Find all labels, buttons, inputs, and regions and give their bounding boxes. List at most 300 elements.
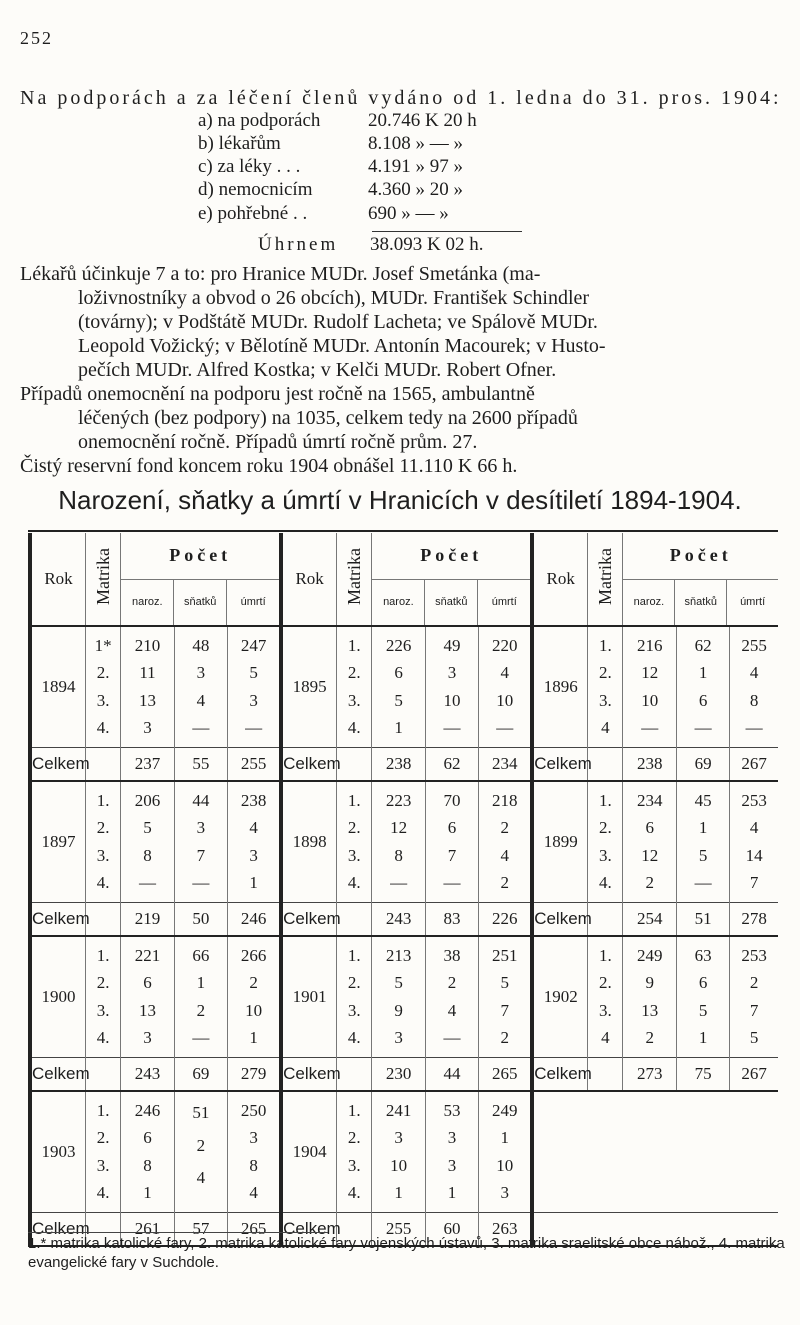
umrti-value: 266 xyxy=(240,945,267,965)
expense-e xyxy=(198,202,449,225)
matriky-value: 1. xyxy=(96,945,110,965)
matriky-cell xyxy=(337,626,372,748)
matriky-cell xyxy=(588,626,623,748)
umrti-cell xyxy=(479,936,532,1058)
matriky-value: 1. xyxy=(347,1100,361,1120)
naroz-value: 8 xyxy=(394,845,403,865)
celkem-label: Celkem xyxy=(532,903,588,937)
expense-label: a) na podporách xyxy=(198,110,321,131)
celkem-value: 83 xyxy=(425,903,478,937)
matriky-value: 2. xyxy=(598,818,612,838)
para-line: Případů onemocnění na podporu jest ročně na 1565, ambulantně xyxy=(20,383,535,405)
matriky-value: 3. xyxy=(96,1000,110,1020)
year-cell: 1900 xyxy=(30,936,86,1058)
naroz-value: 5 xyxy=(394,973,403,993)
umrti-value: 1 xyxy=(249,1028,258,1048)
table-header-row xyxy=(30,533,778,626)
naroz-value: 206 xyxy=(134,790,161,810)
snatku-value: 4 xyxy=(196,690,206,710)
snatku-value: — xyxy=(192,873,210,893)
naroz-value: 3 xyxy=(143,718,152,738)
snatku-value: — xyxy=(694,873,712,893)
matriky-cell xyxy=(337,1091,372,1213)
rok-label: Rok xyxy=(44,569,73,588)
matriky-value: 1. xyxy=(96,790,110,810)
matriky-value: 2. xyxy=(347,973,361,993)
year-block-row xyxy=(30,626,778,748)
matriky-cell xyxy=(86,626,121,748)
snatku-value: 1 xyxy=(698,663,708,683)
naroz-value: — xyxy=(139,873,156,893)
celkem-value: 243 xyxy=(121,1058,174,1092)
para-line: pečích MUDr. Alfred Kostka; v Kelči MUDr. Robert Ofner. xyxy=(78,359,557,381)
para-line: loživnostníky a obvod o 26 obcích), MUDr. František Schindler xyxy=(78,287,590,309)
umrti-value: 1 xyxy=(249,873,258,893)
umrti-value: 10 xyxy=(496,690,514,710)
naroz-value: 3 xyxy=(394,1128,403,1148)
celkem-value: 278 xyxy=(730,903,778,937)
matriky-value: 2. xyxy=(96,818,110,838)
snatku-value: — xyxy=(192,1028,210,1048)
expense-value: 4.191 » 97 » xyxy=(368,156,463,177)
col-matrika-header xyxy=(588,533,623,626)
subheader-snatku: sňatků xyxy=(424,580,477,626)
umrti-value: 8 xyxy=(749,690,759,710)
snatku-value: 6 xyxy=(698,973,708,993)
naroz-value: 2 xyxy=(645,1028,654,1048)
para-line: Leopold Vožický; v Bělotíně MUDr. Antonín Macourek; v Husto- xyxy=(78,335,606,357)
celkem-value: 230 xyxy=(372,1058,425,1092)
snatku-value: 6 xyxy=(698,690,708,710)
umrti-value: 3 xyxy=(249,1128,258,1148)
celkem-spacer xyxy=(86,748,121,782)
celkem-spacer xyxy=(588,748,623,782)
snatku-cell xyxy=(425,781,478,903)
snatku-value: — xyxy=(443,873,461,893)
matriky-cell xyxy=(86,1091,121,1213)
expense-value: 8.108 » — » xyxy=(368,133,463,154)
celkem-label: Celkem xyxy=(281,748,337,782)
naroz-value: 6 xyxy=(394,663,403,683)
umrti-value: — xyxy=(496,718,514,738)
snatku-value: 2 xyxy=(447,973,457,993)
umrti-value: 253 xyxy=(741,790,767,810)
snatku-value: 4 xyxy=(447,1000,457,1020)
celkem-spacer xyxy=(86,1058,121,1092)
celkem-spacer xyxy=(337,748,372,782)
para-line: (továrny); v Podštátě MUDr. Rudolf Lacheta; ve Spálově MUDr. xyxy=(78,311,598,333)
para-line: léčených (bez podpory) na 1035, celkem tedy na 2600 případů xyxy=(78,407,578,429)
umrti-value: 10 xyxy=(496,1155,514,1175)
matriky-value: 4. xyxy=(347,1183,361,1203)
celkem-value: 69 xyxy=(174,1058,227,1092)
snatku-value: 45 xyxy=(694,790,712,810)
umrti-value: 7 xyxy=(749,873,759,893)
matriky-value: 1. xyxy=(347,790,361,810)
naroz-value: 249 xyxy=(636,945,663,965)
celkem-value: 263 xyxy=(479,1213,532,1247)
total-row xyxy=(30,748,778,782)
matriky-value: 2. xyxy=(347,1128,361,1148)
matrika-label: Matrika xyxy=(343,548,364,605)
celkem-value: 226 xyxy=(479,903,532,937)
snatku-value: 1 xyxy=(698,1028,708,1048)
naroz-cell xyxy=(372,936,425,1058)
matrika-label: Matrika xyxy=(594,548,615,605)
matriky-value: 4 xyxy=(601,718,610,738)
matriky-value: 1* xyxy=(94,635,112,655)
naroz-value: 221 xyxy=(134,945,161,965)
snatku-value: 10 xyxy=(443,690,461,710)
matriky-value: 3. xyxy=(347,690,361,710)
year-block-row xyxy=(30,781,778,903)
naroz-value: 8 xyxy=(143,845,152,865)
para-line: onemocnění ročně. Případů úmrtí ročně prům. 27. xyxy=(78,431,478,453)
naroz-cell xyxy=(623,936,676,1058)
col-pocet-header xyxy=(121,533,281,626)
subheader-naroz: naroz. xyxy=(131,596,163,609)
celkem-value: 246 xyxy=(228,903,281,937)
umrti-value: 255 xyxy=(741,635,767,655)
matriky-value: 1. xyxy=(598,945,612,965)
pocet-label: Počet xyxy=(121,533,279,580)
umrti-value: 3 xyxy=(249,845,258,865)
celkem-label: Celkem xyxy=(30,1058,86,1092)
celkem-label: Celkem xyxy=(281,903,337,937)
matriky-value: 4. xyxy=(347,718,361,738)
expense-value: 4.360 » 20 » xyxy=(368,179,463,200)
col-pocet-header xyxy=(623,533,778,626)
celkem-spacer xyxy=(588,1058,623,1092)
snatku-value: 3 xyxy=(447,1155,457,1175)
subheader-umrti: úmrtí xyxy=(477,580,530,626)
naroz-value: 1 xyxy=(394,718,403,738)
umrti-value: 247 xyxy=(240,635,267,655)
subheader-naroz: naroz. xyxy=(383,596,414,609)
naroz-cell xyxy=(372,1091,425,1213)
naroz-value: 11 xyxy=(139,663,156,683)
total-value: 38.093 K 02 h. xyxy=(370,234,484,255)
matriky-value: 4. xyxy=(96,718,110,738)
celkem-value: 255 xyxy=(228,748,281,782)
total-row xyxy=(30,903,778,937)
naroz-cell xyxy=(121,1091,174,1213)
umrti-value: 250 xyxy=(240,1100,267,1120)
snatku-value: 1 xyxy=(447,1183,457,1203)
celkem-value: 51 xyxy=(676,903,729,937)
total-label: Úhrnem xyxy=(258,234,339,255)
expenses-heading: Na podporách a za léčení členů vydáno od 1. ledna do 31. pros. 1904: xyxy=(20,87,782,109)
umrti-value: 251 xyxy=(491,945,518,965)
expense-b xyxy=(198,132,463,155)
umrti-value: 7 xyxy=(749,1000,759,1020)
subheader-naroz: naroz. xyxy=(633,596,665,609)
umrti-value: 5 xyxy=(249,663,258,683)
naroz-value: 6 xyxy=(143,1128,152,1148)
umrti-value: 4 xyxy=(249,818,258,838)
umrti-value: 238 xyxy=(240,790,267,810)
umrti-value: 14 xyxy=(745,845,763,865)
matriky-value: 3. xyxy=(598,1000,612,1020)
subheader-snatku: sňatků xyxy=(173,580,226,626)
celkem-label: Celkem xyxy=(532,748,588,782)
celkem-spacer xyxy=(337,1058,372,1092)
umrti-value: 7 xyxy=(500,1000,509,1020)
umrti-value: 2 xyxy=(249,973,258,993)
matriky-value: 4. xyxy=(96,873,110,893)
umrti-cell xyxy=(479,1091,532,1213)
umrti-cell xyxy=(730,781,778,903)
umrti-value: 5 xyxy=(500,973,509,993)
matriky-cell xyxy=(337,781,372,903)
celkem-label: Celkem xyxy=(532,1058,588,1092)
naroz-value: 13 xyxy=(641,1000,659,1020)
matriky-value: 1. xyxy=(598,635,612,655)
snatku-value: 3 xyxy=(196,818,206,838)
expense-total xyxy=(258,233,483,256)
matriky-value: 1. xyxy=(347,945,361,965)
matriky-value: 4. xyxy=(347,1028,361,1048)
year-cell: 1902 xyxy=(532,936,588,1058)
snatku-value: 7 xyxy=(447,845,457,865)
snatku-value: 51 xyxy=(192,1103,210,1123)
matriky-value: 4. xyxy=(347,873,361,893)
expense-a xyxy=(198,109,477,132)
snatku-cell xyxy=(425,936,478,1058)
umrti-cell xyxy=(479,626,532,748)
vital-statistics-table xyxy=(28,533,778,1247)
celkem-label: Celkem xyxy=(281,1058,337,1092)
umrti-value: 4 xyxy=(749,818,759,838)
year-cell: 1899 xyxy=(532,781,588,903)
snatku-value: — xyxy=(443,1028,461,1048)
snatku-value: 66 xyxy=(192,945,210,965)
umrti-value: 249 xyxy=(491,1100,518,1120)
umrti-cell xyxy=(730,936,778,1058)
matriky-cell xyxy=(588,936,623,1058)
col-pocet-header xyxy=(372,533,532,626)
umrti-cell xyxy=(228,1091,281,1213)
snatku-value: 3 xyxy=(447,1128,457,1148)
celkem-value: 265 xyxy=(228,1213,281,1247)
expense-label: d) nemocnicím xyxy=(198,179,313,200)
matriky-value: 3. xyxy=(96,845,110,865)
matriky-value: 2. xyxy=(347,663,361,683)
snatku-cell xyxy=(676,936,729,1058)
umrti-value: — xyxy=(245,718,263,738)
celkem-value: 273 xyxy=(623,1058,676,1092)
matriky-cell xyxy=(86,781,121,903)
snatku-value: 44 xyxy=(192,790,210,810)
umrti-cell xyxy=(228,936,281,1058)
naroz-cell xyxy=(372,626,425,748)
umrti-cell xyxy=(228,781,281,903)
year-cell: 1898 xyxy=(281,781,337,903)
rok-label: Rok xyxy=(295,569,324,588)
naroz-value: 3 xyxy=(394,1028,403,1048)
matriky-cell xyxy=(86,936,121,1058)
snatku-value: 49 xyxy=(443,635,461,655)
year-block-row xyxy=(30,1091,778,1213)
year-cell: 1903 xyxy=(30,1091,86,1213)
snatku-value: 1 xyxy=(698,818,708,838)
matriky-value: 1. xyxy=(347,635,361,655)
col-matrika-header xyxy=(337,533,372,626)
col-matrika-header xyxy=(86,533,121,626)
naroz-value: 12 xyxy=(390,818,408,838)
celkem-label: Celkem xyxy=(30,1213,86,1247)
naroz-value: 1 xyxy=(143,1183,152,1203)
umrti-value: 253 xyxy=(741,945,767,965)
footnote: 1.* matrika katolické fary, 2. matrika katolické fary vojenských ústavů, 3. matrika sraelitské obce nábož., 4. matrika evangelické fary v Suchdole. xyxy=(28,1235,785,1271)
celkem-value: 243 xyxy=(372,903,425,937)
naroz-value: 10 xyxy=(390,1155,408,1175)
snatku-cell xyxy=(174,936,227,1058)
celkem-value: 238 xyxy=(623,748,676,782)
umrti-value: — xyxy=(745,718,763,738)
umrti-value: 8 xyxy=(249,1155,258,1175)
year-cell: 1894 xyxy=(30,626,86,748)
expense-c xyxy=(198,155,463,178)
matriky-value: 4. xyxy=(96,1183,110,1203)
celkem-value: 267 xyxy=(730,748,778,782)
matriky-value: 4 xyxy=(601,1028,610,1048)
naroz-value: — xyxy=(390,873,408,893)
year-cell: 1895 xyxy=(281,626,337,748)
matriky-value: 3. xyxy=(598,690,612,710)
snatku-value: 6 xyxy=(447,818,457,838)
celkem-spacer xyxy=(588,903,623,937)
umrti-value: 4 xyxy=(500,663,509,683)
umrti-value: 218 xyxy=(491,790,518,810)
snatku-cell xyxy=(174,1091,227,1213)
subheader-umrti: úmrtí xyxy=(726,580,778,626)
celkem-spacer xyxy=(337,903,372,937)
umrti-value: 4 xyxy=(749,663,759,683)
celkem-value: 60 xyxy=(425,1213,478,1247)
matriky-value: 2. xyxy=(598,663,612,683)
col-rok-header xyxy=(532,533,588,626)
naroz-value: 13 xyxy=(139,1000,156,1020)
naroz-value: — xyxy=(641,718,659,738)
naroz-value: 226 xyxy=(385,635,412,655)
umrti-cell xyxy=(730,626,778,748)
empty-block xyxy=(532,1091,778,1213)
naroz-cell xyxy=(372,781,425,903)
naroz-value: 1 xyxy=(394,1183,403,1203)
celkem-value: 279 xyxy=(228,1058,281,1092)
snatku-value: 63 xyxy=(694,945,712,965)
matriky-cell xyxy=(588,781,623,903)
celkem-value: 57 xyxy=(174,1213,227,1247)
expense-d xyxy=(198,178,463,201)
naroz-value: 241 xyxy=(385,1100,412,1120)
table-title: Narození, sňatky a úmrtí v Hranicích v desítiletí 1894-1904. xyxy=(58,485,742,515)
celkem-value: 234 xyxy=(479,748,532,782)
naroz-value: 5 xyxy=(394,690,403,710)
snatku-value: 2 xyxy=(196,1000,206,1020)
expense-label: e) pohřebné . . xyxy=(198,203,308,224)
naroz-value: 210 xyxy=(134,635,161,655)
snatku-cell xyxy=(425,1091,478,1213)
matriky-value: 3. xyxy=(96,1155,110,1175)
naroz-value: 246 xyxy=(134,1100,161,1120)
naroz-value: 8 xyxy=(143,1155,152,1175)
pocet-label: Počet xyxy=(623,533,778,580)
subheader-umrti: úmrtí xyxy=(226,580,279,626)
matriky-value: 2. xyxy=(96,663,110,683)
celkem-value: 55 xyxy=(174,748,227,782)
matriky-value: 3. xyxy=(347,845,361,865)
col-rok-header xyxy=(281,533,337,626)
umrti-value: 3 xyxy=(500,1183,509,1203)
matriky-value: 3. xyxy=(347,1155,361,1175)
snatku-value: 53 xyxy=(443,1100,461,1120)
naroz-cell xyxy=(121,781,174,903)
footnote-rule xyxy=(28,1232,328,1233)
matrika-label: Matrika xyxy=(92,548,113,605)
expense-value: 690 » — » xyxy=(368,203,449,224)
umrti-value: 10 xyxy=(245,1000,263,1020)
total-row xyxy=(30,1058,778,1092)
table-top-rule xyxy=(28,530,778,532)
rok-label: Rok xyxy=(546,569,575,588)
year-cell: 1896 xyxy=(532,626,588,748)
naroz-value: 2 xyxy=(645,873,654,893)
snatku-value: 2 xyxy=(196,1135,206,1155)
snatku-cell xyxy=(174,781,227,903)
celkem-label: Celkem xyxy=(30,748,86,782)
umrti-value: 220 xyxy=(491,635,518,655)
naroz-cell xyxy=(623,781,676,903)
snatku-value: 38 xyxy=(443,945,461,965)
naroz-value: 3 xyxy=(143,1028,152,1048)
year-cell: 1904 xyxy=(281,1091,337,1213)
celkem-value: 255 xyxy=(372,1213,425,1247)
col-rok-header xyxy=(30,533,86,626)
snatku-value: 70 xyxy=(443,790,461,810)
umrti-value: 2 xyxy=(500,818,509,838)
umrti-value: 4 xyxy=(500,845,509,865)
umrti-value: 3 xyxy=(249,690,258,710)
snatku-value: — xyxy=(443,718,461,738)
snatku-cell xyxy=(676,626,729,748)
matriky-value: 3. xyxy=(347,1000,361,1020)
celkem-value: 69 xyxy=(676,748,729,782)
matriky-value: 1. xyxy=(598,790,612,810)
naroz-cell xyxy=(623,626,676,748)
year-block-row xyxy=(30,936,778,1058)
celkem-value: 261 xyxy=(121,1213,174,1247)
naroz-value: 6 xyxy=(645,818,654,838)
naroz-value: 6 xyxy=(143,973,152,993)
snatku-value: — xyxy=(192,718,210,738)
pocet-label: Počet xyxy=(372,533,530,580)
year-cell: 1897 xyxy=(30,781,86,903)
snatku-value: 3 xyxy=(196,663,206,683)
celkem-value: 75 xyxy=(676,1058,729,1092)
matriky-value: 4. xyxy=(96,1028,110,1048)
para-line: Lékařů účinkuje 7 a to: pro Hranice MUDr. Josef Smetánka (ma- xyxy=(20,263,541,285)
snatku-value: 3 xyxy=(447,663,457,683)
matriky-value: 3. xyxy=(598,845,612,865)
celkem-value: 50 xyxy=(174,903,227,937)
matriky-value: 1. xyxy=(96,1100,110,1120)
expense-label: c) za léky . . . xyxy=(198,156,301,177)
snatku-value: 7 xyxy=(196,845,206,865)
umrti-value: 2 xyxy=(500,1028,509,1048)
matriky-value: 2. xyxy=(96,973,110,993)
